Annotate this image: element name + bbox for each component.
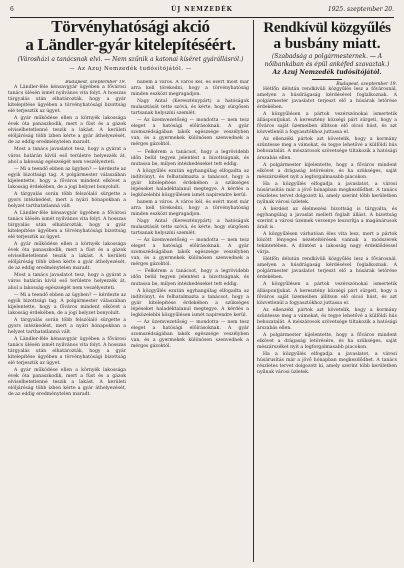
paragraph: Most a tanács javaslatot tesz, hogy a gyárat a város határán kívül eső területre helyezzék át, ahol a lakosság egészségét nem veszélyezteti.	[8, 147, 126, 165]
column-divider	[253, 20, 254, 562]
paragraph: — Felkérem a tanácsot, hogy a legrövidebb időn belül tegyen jelentést a bizottságnak, és mutassa be, milyen intézkedéseket tett eddig.	[131, 149, 249, 167]
paragraph: A gyár működése ellen a környék lakossága évek óta panaszkodik, mert a füst és a gázok elviselhetetlenné teszik a lakást. A kerületi elöljáróság több ízben kérte a gyár áthelyezését, de az eddig eredménytelen maradt.	[8, 242, 126, 272]
paragraph: hanem a város. A város kél, és ezért most már arra kell törekedni, hogy a törvényhatóság minden eszközt megragadjon.	[131, 199, 249, 217]
paragraph: A közgyűlésen a pártok vezérszónokai ismertetik álláspontjukat. A keresztény községi párt sürgeti, hogy a főváros saját üzemeiben állítson elő olcsó húst, és azt közvetlenül a fogyasztókhoz juttassa el.	[257, 112, 397, 136]
paragraph: Nagy Antal (Kereszténypárt) a hatóságok mulasztását tette szóvá, és kérte, hogy sürgősen tartsanak helyszíni szemlét.	[131, 99, 249, 117]
paragraph: Hétfőn délután rendkívüli közgyűlés lesz a fővárosnál, amelyen a húsdrágaság kérdésével foglalkoznak. A polgármester javaslatot terjeszt elő a húsárak letörése érdekében.	[257, 257, 397, 281]
left-article-col1	[8, 80, 126, 562]
paragraph: A közgyűlésen várhatóan éles vita lesz, mert a pártok között lényeges nézeteltérések vannak a módszerek tekintetében. A döntést a lakosság nagy érdeklődéssel várja.	[257, 232, 397, 256]
paragraph: — Az üzemvezetőség — mondotta — nem tesz eleget a hatósági előírásoknak. A gyár szomszédságában lakók egészsége veszélyben van, és a gyermekek különösen szenvednek a mérges gázoktól.	[131, 319, 249, 349]
divider-line	[312, 79, 342, 80]
paragraph: A gyár működése ellen a környék lakossága évek óta panaszkodik, mert a füst és a gázok elviselhetetlenné teszik a lakást. A kerületi elöljáróság több ízben kérte a gyár áthelyezését, de az eddig eredménytelen maradt.	[8, 116, 126, 146]
paragraph: A tárgyalás során több felszólaló sürgette a gyors intézkedést, mert a nyári hónapokban a helyzet tarthatatlanná vált.	[8, 191, 126, 209]
paper-name: ÚJ NEMZEDÉK	[171, 6, 233, 13]
paragraph: A közgyűlés ezután egyhangúlag elfogadta az indítványt, és felhatalmazta a tanácsot, hogy a gyár kitelepítése érdekében a szükséges lépéseket haladéktalanul megtegye. A kérdés a legközelebbi közgyűlésen ismét napirendre kerül.	[131, 168, 249, 198]
right-article-header	[257, 20, 397, 80]
paragraph: — Az üzemvezetőség — mondotta — nem tesz eleget a hatósági előírásoknak. A gyár szomszédságában lakók egészsége veszélyben van, és a gyermekek különösen szenvednek a mérges gázoktól.	[131, 118, 249, 148]
right-article	[257, 20, 397, 562]
paragraph: A Ländler-féle kénsavgyár ügyében a fővárosi tanács ülésén ismét nyilvános vita folyt. A hosszas tárgyalás után elhatározták, hogy a gyár kitelepítése ügyében a törvényhatósági bizottság elé terjesztik az ügyet.	[8, 210, 126, 241]
page-number: 6	[10, 6, 14, 13]
left-article-header	[8, 18, 253, 72]
paragraph: A Ländler-féle kénsavgyár ügyében a fővárosi tanács ülésén ismét nyilvános vita folyt. A hosszas tárgyalás után elhatározták, hogy a gyár kitelepítése ügyében a törvényhatósági bizottság elé terjesztik az ügyet.	[8, 336, 126, 367]
right-byline: Az Azuj Nemzedék tudósítójától.	[272, 69, 382, 76]
right-body	[257, 87, 397, 376]
left-col2-body	[131, 80, 249, 350]
left-headline-line1: Törvényhatósági akció	[51, 17, 210, 36]
right-subtitle: (Szabadság a polgármesternek. — A nőibankában és épül ankéfed szavaztak.)	[264, 53, 390, 68]
paragraph: A polgármester kijelentette, hogy a főváros mindent elkövet a drágaság letörésére, és ha szükséges, saját mészárszéket nyit a legforgalmasabb piacokon.	[257, 332, 397, 350]
paragraph: — Mi a teendő ebben az ügyben? — kérdezte az egyik bizottsági tag. A polgármester válaszában kijelentette, hogy a főváros mindent elkövet a lakosság érdekében, de a jogi helyzet bonyolult.	[8, 166, 126, 190]
paragraph: Az ellenzéki pártok azt követelik, hogy a kormány szüntesse meg a vámokat, és tegye lehetővé a külföldi hús behozatalát. A mészárosok szövetsége tiltakozik a hatósági árszabás ellen.	[257, 137, 397, 161]
right-headline-line2: a busbány miatt.	[273, 36, 381, 52]
paragraph: A polgármester kijelentette, hogy a főváros mindent elkövet a drágaság letörésére, és ha szükséges, saját mészárszéket nyit a legforgalmasabb piacokon.	[257, 162, 397, 180]
paragraph: — Az üzemvezetőség — mondotta — nem tesz eleget a hatósági előírásoknak. A gyár szomszédságában lakók egészsége veszélyben van, és a gyermekek különösen szenvednek a mérges gázoktól.	[131, 238, 249, 268]
paragraph: A közgyűlés ezután egyhangúlag elfogadta az indítványt, és felhatalmazta a tanácsot, hogy a gyár kitelepítése érdekében a szükséges lépéseket haladéktalanul megtegye. A kérdés a legközelebbi közgyűlésen ismét napirendre kerül.	[131, 288, 249, 318]
paragraph: Nagy Antal (Kereszténypárt) a hatóságok mulasztását tette szóvá, és kérte, hogy sürgősen tartsanak helyszíni szemlét.	[131, 219, 249, 237]
right-headline-line1: Rendkívül közgyűlés	[263, 20, 391, 36]
paragraph: A tárgyalás során több felszólaló sürgette a gyors intézkedést, mert a nyári hónapokban a helyzet tarthatatlanná vált.	[8, 317, 126, 335]
paragraph: Hétfőn délután rendkívüli közgyűlés lesz a fővárosnál, amelyen a húsdrágaság kérdésével foglalkoznak. A polgármester javaslatot terjeszt elő a húsárak letörése érdekében.	[257, 87, 397, 111]
paragraph: Most a tanács javaslatot tesz, hogy a gyárat a város határán kívül eső területre helyezzék át, ahol a lakosság egészségét nem veszélyezteti.	[8, 273, 126, 291]
paragraph: A gyár működése ellen a környék lakossága évek óta panaszkodik, mert a füst és a gázok elviselhetetlenné teszik a lakást. A kerületi elöljáróság több ízben kérte a gyár áthelyezését, de az eddig eredménytelen maradt.	[8, 368, 126, 398]
left-headline-line2: a Ländler-gyár kitelepítéséért.	[25, 35, 236, 54]
paragraph: — Mi a teendő ebben az ügyben? — kérdezte az egyik bizottsági tag. A polgármester válaszában kijelentette, hogy a főváros mindent elkövet a lakosság érdekében, de a jogi helyzet bonyolult.	[8, 292, 126, 316]
left-col1-body	[8, 85, 126, 398]
left-subtitle: (Városházi a tanácsnak elvi. — Nem szűnik a katonai kíséret gyárállásról.)	[17, 56, 244, 63]
paragraph: A közgyűlésen a pártok vezérszónokai ismertetik álláspontjukat. A keresztény községi párt sürgeti, hogy a főváros saját üzemeiben állítson elő olcsó húst, és azt közvetlenül a fogyasztókhoz juttassa el.	[257, 282, 397, 306]
paragraph: Ha a közgyűlés elfogadja a javaslatot, a városi húsárusítás már a jövő hónapban megkezdődhet. A tanács részletes tervet dolgozott ki, amely szerint több kerületben nyílnak városi üzletek.	[257, 351, 397, 376]
left-dateline: Budapest, szeptember 19.	[65, 80, 126, 85]
paragraph: hanem a város. A város kél, és ezért most már arra kell törekedni, hogy a törvényhatóság minden eszközt megragadjon.	[131, 80, 249, 98]
paragraph: A Ländler-féle kénsavgyár ügyében a fővárosi tanács ülésén ismét nyilvános vita folyt. A hosszas tárgyalás után elhatározták, hogy a gyár kitelepítése ügyében a törvényhatósági bizottság elé terjesztik az ügyet.	[8, 85, 126, 115]
issue-date: 1925. szeptember 20.	[327, 6, 394, 13]
paragraph: — Felkérem a tanácsot, hogy a legrövidebb időn belül tegyen jelentést a bizottságnak, és mutassa be, milyen intézkedéseket tett eddig.	[131, 269, 249, 287]
paragraph: A kérdést az élelmezési bizottság is tárgyalta, és egyhangúlag a javaslat mellett foglalt állást. A bizottság szerint a városi üzemek versenye leszorítja a magánárusok árait is.	[257, 206, 397, 231]
left-article-col2	[131, 80, 249, 562]
paragraph: Az ellenzéki pártok azt követelik, hogy a kormány szüntesse meg a vámokat, és tegye lehetővé a külföldi hús behozatalát. A mészárosok szövetsége tiltakozik a hatósági árszabás ellen.	[257, 307, 397, 331]
right-dateline: Budapest, szeptember 19.	[336, 82, 397, 87]
paragraph: Ha a közgyűlés elfogadja a javaslatot, a városi húsárusítás már a jövő hónapban megkezdődhet. A tanács részletes tervet dolgozott ki, amely szerint több kerületben nyílnak városi üzletek.	[257, 181, 397, 205]
left-byline: — Az Azuj Nemzedék tudósítójától. —	[69, 66, 192, 72]
